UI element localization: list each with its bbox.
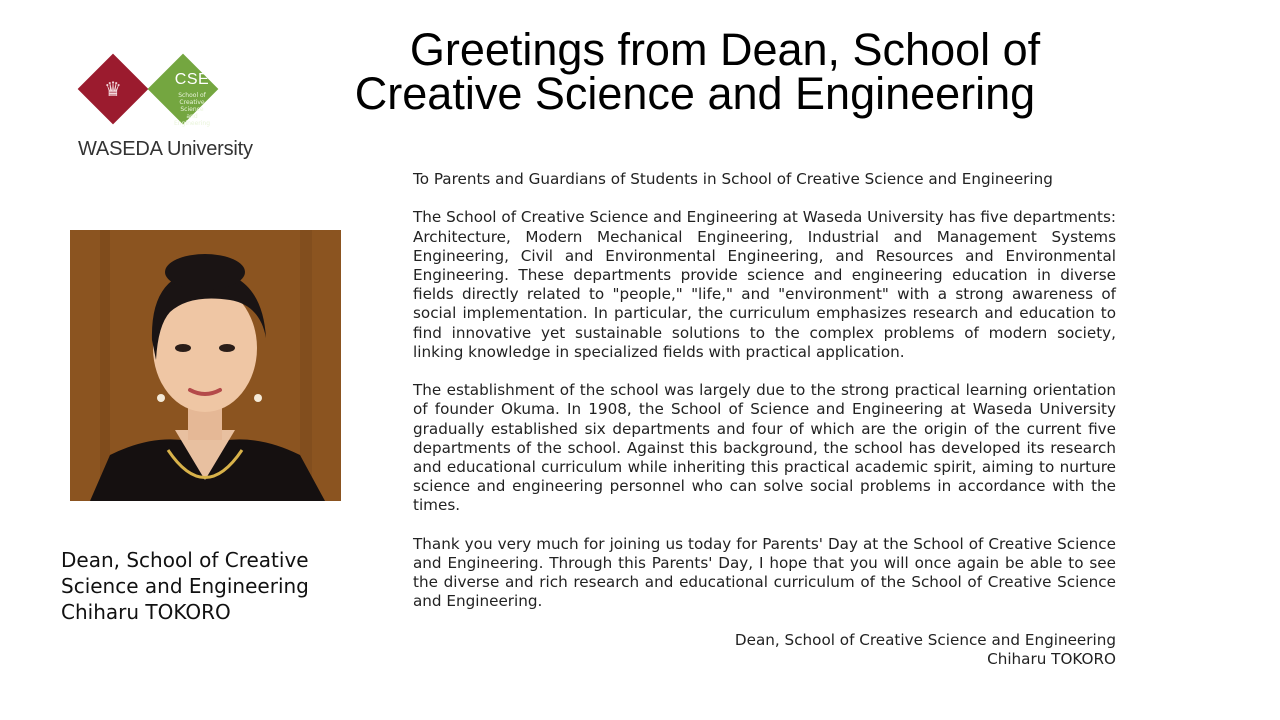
signature-title: Dean, School of Creative Science and Engineering <box>734 630 1116 649</box>
portrait-illustration <box>70 230 341 501</box>
waseda-crest-icon: ♛ <box>104 77 122 101</box>
cse-badge-subtext: School of Creative Science and Engineering <box>174 92 210 127</box>
letter-salutation: To Parents and Guardians of Students in School of Creative Science and Engineering <box>413 170 1053 188</box>
signature-name: Chiharu TOKORO <box>987 650 1116 669</box>
waseda-cse-logo <box>76 50 256 162</box>
dean-portrait-icon <box>70 230 341 501</box>
letter-paragraph: The School of Creative Science and Engineering at Waseda University has five departments: Architecture, Modern Mechanical Engineering, Industrial and Management Systems Engineering, Civil and Environmental Engineering, and Resources and Environmental Engineering. These departments provide science and engineering education in diverse fields directly related to "people," "life," and "environment" with a strong awareness of social implementation. In particular, the curriculum emphasizes research and education to find innovative yet sustainable solutions to the complex problems of modern society, linking knowledge in specialized fields with practical application. <box>413 208 1116 361</box>
dean-letter <box>413 170 1116 669</box>
caption-name: Chiharu TOKORO <box>61 600 231 624</box>
letter-paragraph: The establishment of the school was largely due to the strong practical learning orientation of founder Okuma. In 1908, the School of Science and Engineering at Waseda University gradually established six departments and four of which are the origin of the current five departments of the school. Against this background, the school has developed its research and educational curriculum while inheriting this practical academic spirit, aiming to nurture science and engineering personnel who can solve social problems in accordance with the times. <box>413 381 1116 515</box>
page-title-line-2: Creative Science and Engineering <box>354 68 1036 119</box>
page-title <box>300 24 1150 119</box>
caption-line-1: Dean, School of Creative <box>61 548 309 572</box>
dean-caption <box>61 547 361 625</box>
university-wordmark: WASEDA University <box>78 138 253 160</box>
page-title-line-1: Greetings from Dean, School of <box>409 24 1041 75</box>
cse-badge-text: CSE <box>174 71 210 88</box>
letter-signature <box>413 631 1116 669</box>
letter-paragraph: Thank you very much for joining us today for Parents' Day at the School of Creative Science and Engineering. Through this Parents' Day, I hope that you will once again be able to see the diverse and rich research and educational curriculum of the School of Creative Science and Engineering. <box>413 534 1116 611</box>
caption-line-2: Science and Engineering <box>61 574 309 598</box>
